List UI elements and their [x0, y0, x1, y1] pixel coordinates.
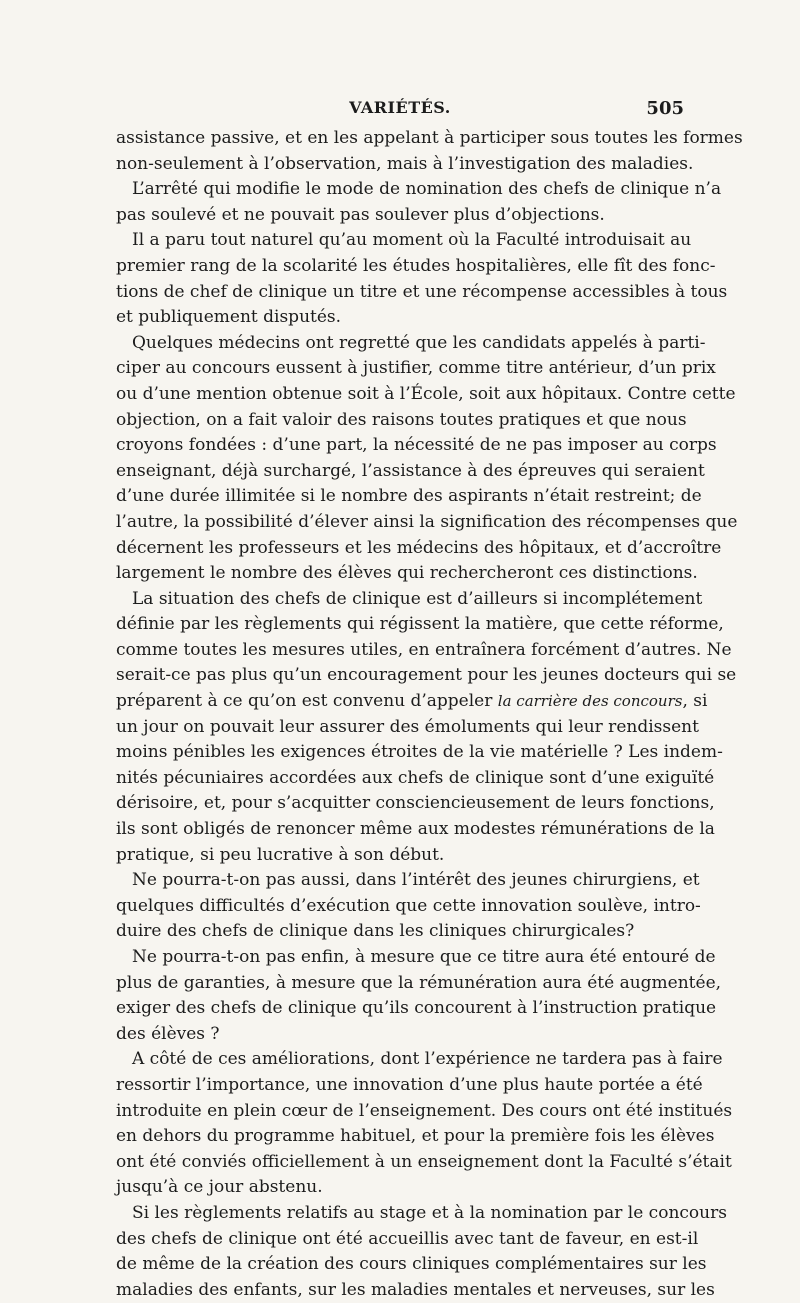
text-line: tions de chef de clinique un titre et une récompense accessibles à tous [116, 281, 728, 302]
body-text [116, 126, 743, 1303]
text-line: Si les règlements relatifs au stage et à la nomination par le concours [132, 1202, 727, 1223]
text-line: pratique, si peu lucrative à son début. [116, 844, 445, 865]
text-line: La situation des chefs de clinique est d’ailleurs si incomplétement [132, 588, 703, 609]
text-line: en dehors du programme habituel, et pour la première fois les élèves [116, 1126, 715, 1147]
text-line [116, 689, 708, 715]
text-line: décernent les professeurs et les médecins des hôpitaux, et d’accroître [116, 537, 722, 558]
text-line: duire des chefs de clinique dans les cliniques chirurgicales? [116, 921, 635, 942]
text-line: ils sont obligés de renoncer même aux modestes rémunérations de la [116, 819, 715, 840]
italic-phrase: la carrière des concours [497, 692, 683, 711]
text-line: objection, on a fait valoir des raisons toutes pratiques et que nous [116, 409, 687, 430]
text-line: de même de la création des cours cliniques complémentaires sur les [116, 1254, 707, 1275]
text-line: exiger des chefs de clinique qu’ils concourent à l’instruction pratique [116, 998, 717, 1019]
text-line: pas soulevé et ne pouvait pas soulever plus d’objections. [116, 204, 605, 225]
running-head [116, 98, 684, 124]
text-line: ressortir l’importance, une innovation d’une plus haute portée a été [116, 1074, 703, 1095]
text-line: d’une durée illimitée si le nombre des aspirants n’était restreint; de [116, 486, 702, 507]
text-line: nités pécuniaires accordées aux chefs de clinique sont d’une exiguïté [116, 767, 715, 788]
text-line: L’arrêté qui modifie le mode de nomination des chefs de clinique n’a [132, 179, 722, 200]
text-line: enseignant, déjà surchargé, l’assistance à des épreuves qui seraient [116, 460, 705, 481]
text-line: assistance passive, et en les appelant à participer sous toutes les formes [116, 128, 743, 148]
text-line: Il a paru tout naturel qu’au moment où la Faculté introduisait au [132, 230, 692, 251]
text-line: ont été conviés officiellement à un enseignement dont la Faculté s’était [116, 1151, 732, 1172]
text-line: premier rang de la scolarité les études hospitalières, elle fît des fonc- [116, 255, 716, 276]
text-line: moins pénibles les exigences étroites de la vie matérielle ? Les indem- [116, 742, 723, 763]
text-line: maladies des enfants, sur les maladies mentales et nerveuses, sur les [116, 1279, 715, 1300]
text-line: quelques difficultés d’exécution que cette innovation soulève, intro- [116, 895, 701, 916]
text-line: jusqu’à ce jour abstenu. [116, 1177, 323, 1198]
text-line: non-seulement à l’observation, mais à l’investigation des maladies. [116, 153, 694, 174]
text-line: A côté de ces améliorations, dont l’expérience ne tardera pas à faire [132, 1049, 723, 1070]
text-line: un jour on pouvait leur assurer des émoluments qui leur rendissent [116, 716, 699, 737]
text-segment: , si [682, 691, 708, 712]
text-line: l’autre, la possibilité d’élever ainsi la signification des récompenses que [116, 511, 738, 532]
running-head-title: VARIÉTÉS. [349, 98, 451, 117]
text-line: ciper au concours eussent à justifier, comme titre antérieur, d’un prix [116, 358, 716, 379]
text-line: Ne pourra-t-on pas aussi, dans l’intérêt des jeunes chirurgiens, et [132, 870, 700, 891]
text-line: comme toutes les mesures utiles, en entraînera forcément d’autres. Ne [116, 639, 732, 660]
page-number: 505 [646, 98, 684, 119]
text-line: et publiquement disputés. [116, 307, 342, 328]
text-line: ou d’une mention obtenue soit à l’École, soit aux hôpitaux. Contre cette [116, 383, 736, 404]
text-line: définie par les règlements qui régissent la matière, que cette réforme, [116, 614, 724, 635]
text-line: des élèves ? [116, 1023, 220, 1044]
text-line: serait-ce pas plus qu’un encouragement pour les jeunes docteurs qui se [116, 665, 737, 686]
text-line: Ne pourra-t-on pas enfin, à mesure que ce titre aura été entouré de [132, 947, 716, 967]
text-line: introduite en plein cœur de l’enseignement. Des cours ont été institués [116, 1100, 733, 1121]
text-line: plus de garanties, à mesure que la rémunération aura été augmentée, [116, 972, 722, 993]
text-segment: préparent à ce qu’on est convenu d’appeler [116, 691, 498, 712]
text-line: Quelques médecins ont regretté que les candidats appelés à parti- [132, 332, 706, 353]
text-line: largement le nombre des élèves qui rechercheront ces distinctions. [116, 563, 698, 584]
text-line: des chefs de clinique ont été accueillis avec tant de faveur, en est-il [116, 1228, 699, 1249]
text-line: dérisoire, et, pour s’acquitter consciencieusement de leurs fonctions, [116, 793, 715, 814]
text-line: croyons fondées : d’une part, la nécessité de ne pas imposer au corps [116, 435, 717, 456]
